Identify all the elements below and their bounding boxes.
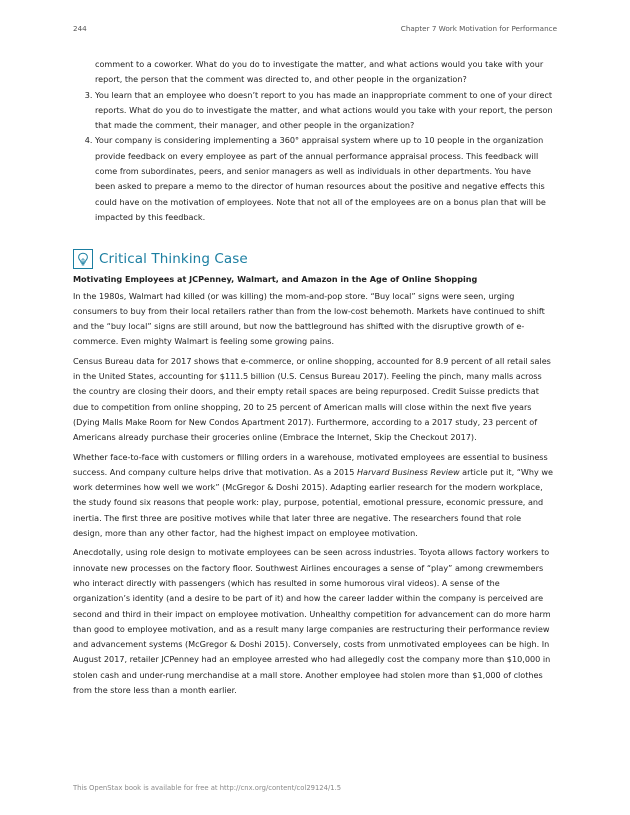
- hbr-title: Harvard Business Review: [356, 466, 460, 477]
- case-title: Critical Thinking Case: [99, 251, 248, 268]
- paragraph-3: [73, 450, 553, 542]
- lightbulb-icon: [73, 249, 93, 269]
- page-number: 244: [73, 24, 87, 33]
- paragraph-1: In the 1980s, Walmart had killed (or was killing) the mom-and-pop store. “Buy local” signs were seen, urging consumers to buy from their local retailers rather than from the low-cost behemoth. Markets have continued to shift and the “buy local” signs are still around, but now the battleground has shifted with the disruptive growth of e-commerce. Even mighty Walmart is feeling some growing pains.: [73, 290, 545, 347]
- paragraph-4: Anecdotally, using role design to motivate employees can be seen across industries. Toyota allows factory workers to innovate new processes on the factory floor. Southwest Airlines encourages a sense of “play” among crewmembers who interact directly with passengers (which has resulted in some humorous viral videos). A sense of the organization’s identity (and a desire to be part of it) and how the career ladder within the company is perceived are second and third in their impact on employee motivation. Unhealthy competition for advancement can do more harm than good to employee motivation, and as a result many large companies are restructuring their performance review and advancement systems (McGregor & Doshi 2015). Conversely, costs from unmotivated employees can be high. In August 2017, retailer JCPenney had an employee arrested who had allegedly cost the company more than $10,000 in stolen cash and under-rung merchandise at a mall store. Another employee had stolen more than $1,000 of clothes from the store less than a month earlier.: [73, 547, 551, 695]
- case-subtitle: Motivating Employees at JCPenney, Walmart, and Amazon in the Age of Online Shopping: [73, 274, 478, 285]
- case-heading: [73, 249, 553, 269]
- question-item-4: 4. Your company is considering implementing a 360° appraisal system where up to 10 people in the organization provide feedback on every employee as part of the annual performance appraisal process. This feedback will come from subordinates, peers, and senior managers as well as individuals in other departments. You have been asked to prepare a memo to the director of human resources about the positive and negative effects this could have on the motivation of employees. Note that not all of the employees are on a bonus plan that will be impacted by this feedback.: [95, 133, 553, 225]
- question-item-3: 3. You learn that an employee who doesn’t report to you has made an inappropriate comment to one of your direct reports. What do you do to investigate the matter, and what actions would you take with your report, the person that made the comment, their manager, and other people in the organization?: [95, 88, 553, 134]
- question-continuation: comment to a coworker. What do you do to investigate the matter, and what actions would you take with your report, the person that the comment was directed to, and other people in the organization?: [95, 59, 544, 85]
- paragraph-3-end: article put it, “Why we work determines how well we work” (McGregor & Doshi 2015). Adapting earlier research for the modern workplace, the study found six reasons that people work: play, purpose, potential, emotional pressure, economic pressure, and inertia. The first three are positive motives while that later three are negative. The researchers found that role design, more than any other factor, had the highest impact on employee motivation.: [73, 466, 554, 539]
- paragraph-2: Census Bureau data for 2017 shows that e-commerce, or online shopping, accounted for 8.9 percent of all retail sales in the United States, accounting for $111.5 billion (U.S. Census Bureau 2017). Feeling the pinch, many malls across the country are closing their doors, and their empty retail spaces are being repurposed. Credit Suisse predicts that due to competition from online shopping, 20 to 25 percent of American malls will close within the next five years (Dying Malls Make Room for New Condos Apartment 2017). Furthermore, according to a 2017 study, 23 percent of Americans already purchase their groceries online (Embrace the Internet, Skip the Checkout 2017).: [73, 355, 551, 443]
- page-content: [73, 57, 553, 702]
- paragraph-3-start: Whether face-to-face with customers or filling orders in a warehouse, motivated employees are essential to business success. And company culture helps drive that motivation. As a 2015: [73, 451, 548, 477]
- question-list: [73, 88, 553, 226]
- footer-note: This OpenStax book is available for free at http://cnx.org/content/col29124/1.5: [73, 784, 342, 792]
- chapter-title: Chapter 7 Work Motivation for Performance: [400, 24, 557, 33]
